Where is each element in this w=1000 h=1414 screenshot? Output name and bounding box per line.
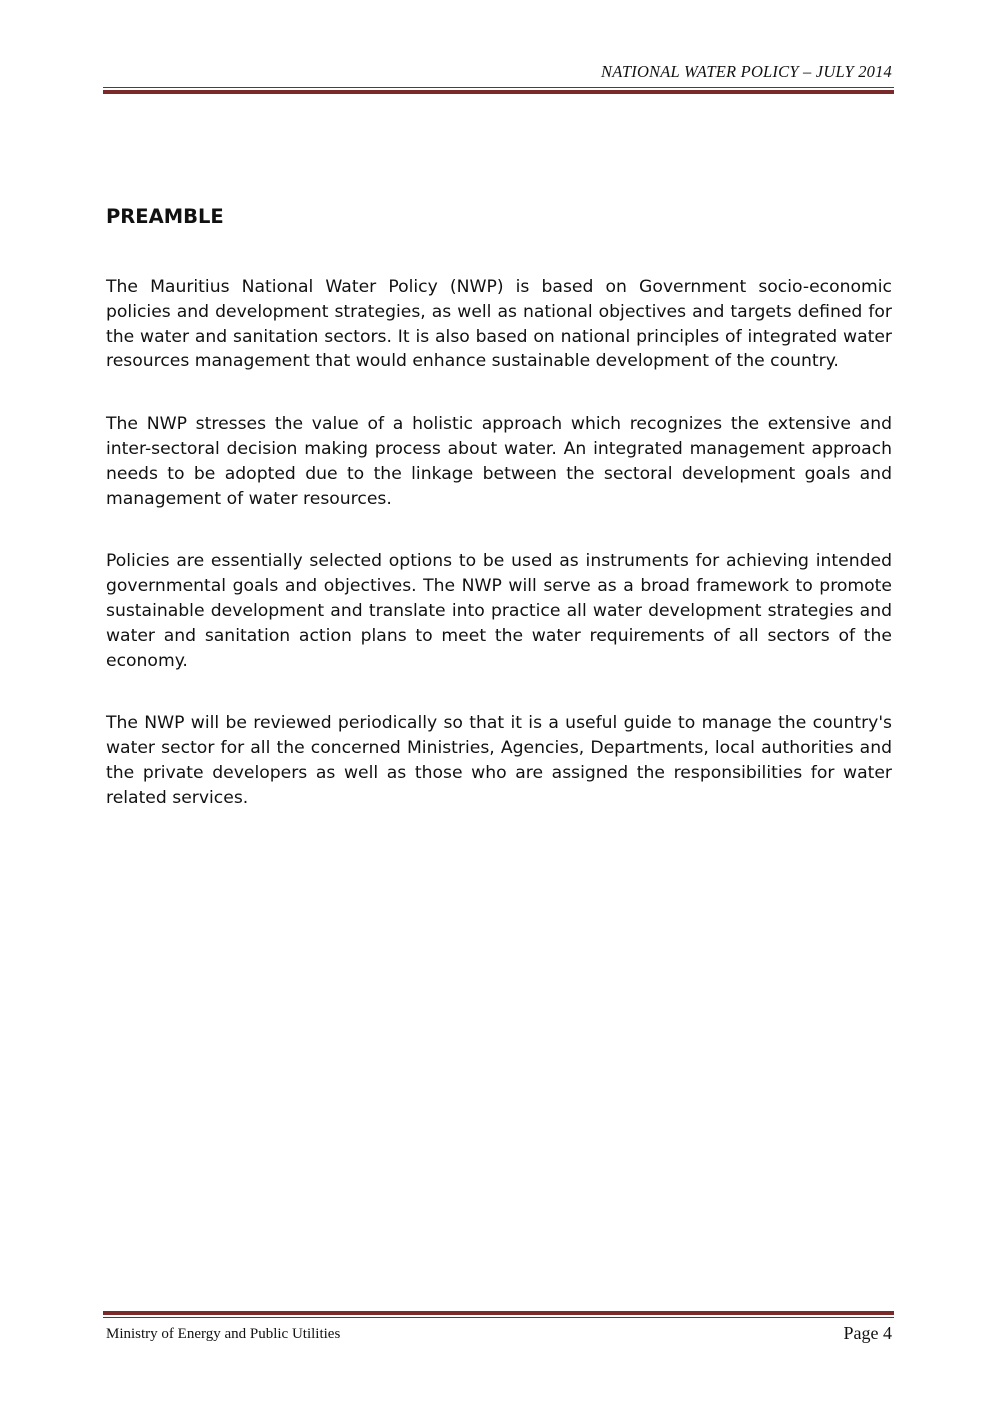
header-rule-thin — [103, 87, 894, 88]
paragraph-3: Policies are essentially selected options to be used as instruments for achieving intended governmental goals and objectives. The NWP will serve as a broad framework to promote sustainable development and translate into practice all water development strategies and water and sanitation action plans to meet the water requirements of all sectors of the economy. — [106, 551, 892, 671]
section-heading: PREAMBLE — [106, 205, 224, 228]
footer-rule-thin — [103, 1317, 894, 1318]
header-rule-thick — [103, 90, 894, 94]
page-number: Page 4 — [843, 1323, 892, 1343]
running-header: NATIONAL WATER POLICY – JULY 2014 — [601, 62, 892, 81]
footer-organization: Ministry of Energy and Public Utilities — [106, 1326, 341, 1342]
paragraph-2: The NWP stresses the value of a holistic approach which recognizes the extensive and inter-sectoral decision making process about water. An integrated management approach needs to be adopted due to the linkage between the sectoral development goals and management of water resources. — [106, 414, 892, 509]
footer-rule-thick — [103, 1311, 894, 1315]
paragraph-4: The NWP will be reviewed periodically so that it is a useful guide to manage the country's water sector for all the concerned Ministries, Agencies, Departments, local authorities and the private developers as well as those who are assigned the responsibilities for water related services. — [106, 713, 892, 808]
paragraph-1: The Mauritius National Water Policy (NWP) is based on Government socio-economic policies and development strategies, as well as national objectives and targets defined for the water and sanitation sectors. It is also based on national principles of integrated water resources management that would enhance sustainable development of the country. — [106, 277, 892, 372]
page-body — [106, 205, 892, 849]
